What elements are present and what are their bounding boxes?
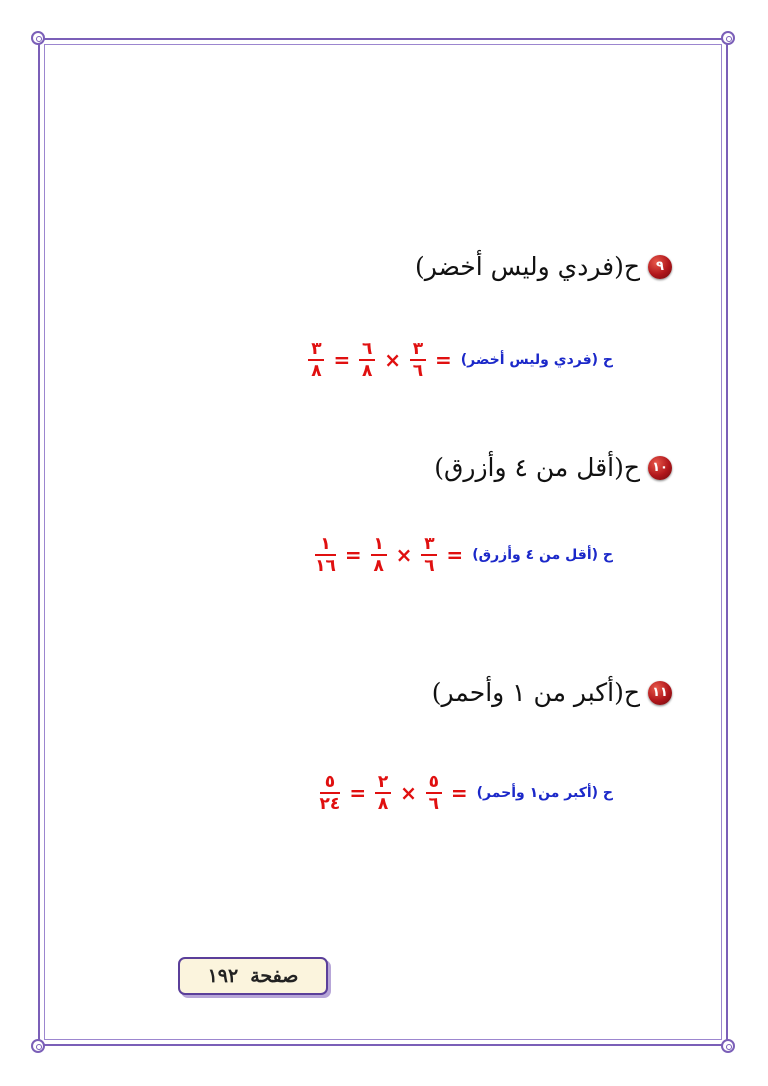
fraction-second xyxy=(375,773,391,813)
page-number-box xyxy=(178,957,328,995)
fraction-numerator: ٥ xyxy=(324,772,336,792)
question-heading-text: ح(فردي وليس أخضر) xyxy=(415,252,640,281)
fraction-numerator: ٥ xyxy=(428,772,440,792)
question-heading-10 xyxy=(434,453,672,482)
equation-label: ح (فردي وليس أخضر) xyxy=(460,352,613,368)
fraction-denominator: ٨ xyxy=(377,794,389,814)
fraction-denominator: ٦ xyxy=(428,794,440,814)
equation-row-10 xyxy=(315,535,613,575)
fraction-second xyxy=(371,535,387,575)
question-heading-11 xyxy=(432,678,672,707)
equation-label: ح (أقل من ٤ وأزرق) xyxy=(472,547,613,563)
fraction-denominator: ٨ xyxy=(311,361,322,381)
question-heading-text: ح(أقل من ٤ وأزرق) xyxy=(434,453,640,482)
equals-sign: = xyxy=(349,781,367,805)
fraction-denominator: ١٦ xyxy=(315,556,336,576)
fraction-numerator: ١ xyxy=(320,534,331,554)
question-heading-text: ح(أكبر من ١ وأحمر) xyxy=(431,678,640,707)
corner-ornament-bottom-left xyxy=(31,1039,45,1053)
fraction-denominator: ٨ xyxy=(362,361,373,381)
fraction-denominator: ٨ xyxy=(373,556,384,576)
equals-sign: = xyxy=(434,348,452,372)
fraction-numerator: ٣ xyxy=(424,534,435,554)
page-word: صفحة xyxy=(250,965,299,987)
times-sign: × xyxy=(395,543,413,567)
equals-sign: = xyxy=(450,781,468,805)
question-heading-9 xyxy=(415,252,672,281)
fraction-first xyxy=(410,340,426,380)
equation-row-11 xyxy=(320,773,613,813)
equals-sign: = xyxy=(446,543,464,567)
fraction-numerator: ٣ xyxy=(311,339,322,359)
corner-ornament-top-right xyxy=(721,31,735,45)
equation-row-9 xyxy=(308,340,613,380)
question-number-badge: ١٠ xyxy=(648,456,672,480)
fraction-first xyxy=(426,773,442,813)
corner-ornament-top-left xyxy=(31,31,45,45)
fraction-second xyxy=(359,340,375,380)
times-sign: × xyxy=(384,348,401,372)
fraction-numerator: ٦ xyxy=(362,339,373,359)
times-sign: × xyxy=(400,781,417,805)
fraction-result xyxy=(320,773,341,813)
fraction-numerator: ١ xyxy=(373,534,384,554)
equation-label: ح (أكبر من١ وأحمر) xyxy=(476,785,613,801)
corner-ornament-bottom-right xyxy=(721,1039,735,1053)
fraction-first xyxy=(421,535,437,575)
fraction-result xyxy=(308,340,324,380)
fraction-numerator: ٢ xyxy=(377,772,389,792)
fraction-denominator: ٢٤ xyxy=(319,794,341,814)
equals-sign: = xyxy=(333,348,351,372)
page-number: ١٩٢ xyxy=(207,965,239,987)
fraction-numerator: ٣ xyxy=(412,339,424,359)
question-number-badge: ١١ xyxy=(648,681,672,705)
equals-sign: = xyxy=(344,543,362,567)
fraction-denominator: ٦ xyxy=(412,361,424,381)
fraction-denominator: ٦ xyxy=(424,556,435,576)
fraction-result xyxy=(315,535,336,575)
question-number-badge: ٩ xyxy=(648,255,672,279)
